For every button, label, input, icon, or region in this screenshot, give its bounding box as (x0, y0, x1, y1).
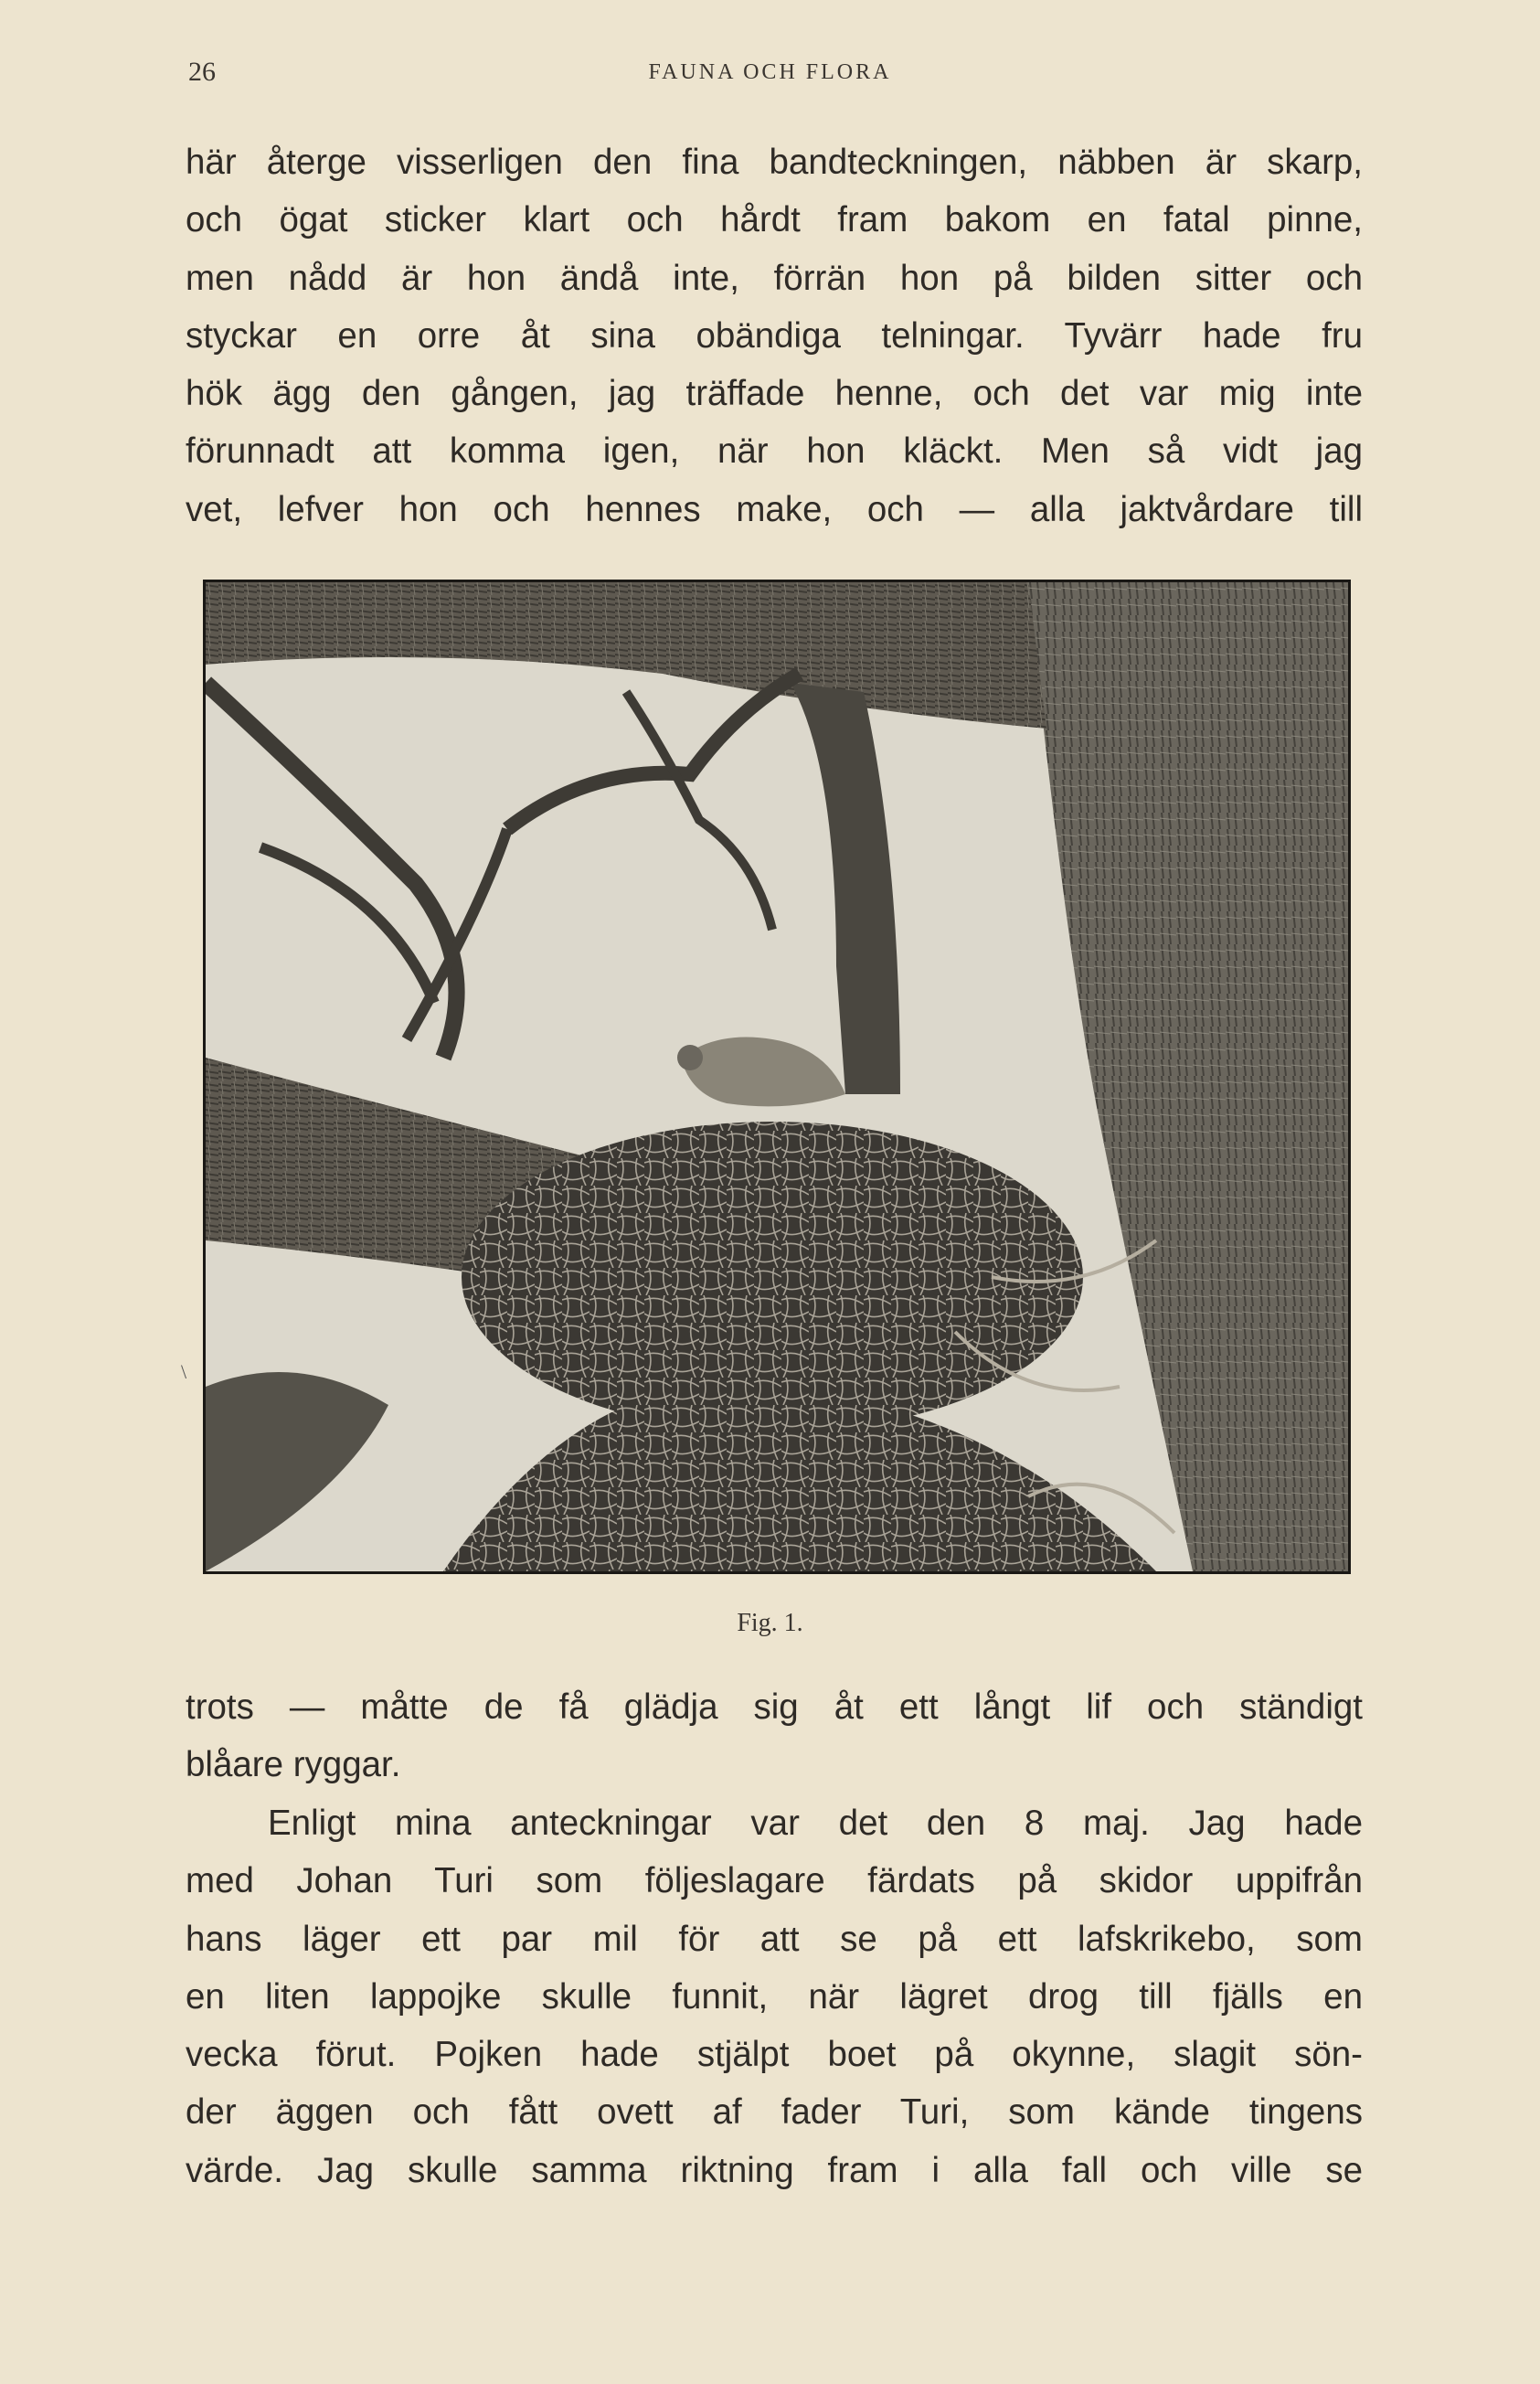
text-line: Enligt mina anteckningar var det den 8 maj. Jag hade (268, 1804, 1363, 1843)
text-line: värde. Jag skulle samma riktning fram i alla fall och ville se (186, 2150, 1363, 2190)
margin-mark: \ (181, 1360, 187, 1383)
bottom-paragraph-2 (186, 1794, 1363, 2199)
photo-illustration (206, 582, 1348, 1571)
text-line: vecka förut. Pojken hade stjälpt boet på okynne, slagit sön- (186, 2035, 1363, 2075)
top-paragraph (186, 133, 1363, 538)
text-line: hök ägg den gången, jag träffade henne, och det var mig inte (186, 374, 1363, 414)
bird-nest-photo (203, 580, 1351, 1574)
text-line: styckar en orre åt sina obändiga telningar. Tyvärr hade fru (186, 315, 1363, 356)
page-header (0, 57, 1540, 93)
text-line: vet, lefver hon och hennes make, och — alla jaktvårdare till (186, 489, 1363, 529)
bottom-paragraph-1 (186, 1678, 1363, 1794)
text-line: en liten lappojke skulle funnit, när lägret drog till fjälls en (186, 1976, 1363, 2017)
text-line: förunnadt att komma igen, när hon kläckt. Men så vidt jag (186, 431, 1363, 472)
text-line: hans läger ett par mil för att se på ett lafskrikebo, som (186, 1919, 1363, 1959)
text-line: blåare ryggar. (186, 1745, 401, 1785)
text-line: men nådd är hon ändå inte, förrän hon på bilden sitter och (186, 258, 1363, 298)
running-title: FAUNA OCH FLORA (648, 60, 892, 84)
text-line: och ögat sticker klart och hårdt fram bakom en fatal pinne, (186, 200, 1363, 240)
text-line: der äggen och fått ovett af fader Turi, som kände tingens (186, 2092, 1363, 2133)
text-line: trots — måtte de få glädja sig åt ett långt lif och ständigt (186, 1687, 1363, 1727)
page-number: 26 (188, 57, 216, 87)
text-line: med Johan Turi som följeslagare färdats på skidor uppifrån (186, 1861, 1363, 1901)
text-line: här återge visserligen den fina bandteckningen, näbben är skarp, (186, 143, 1363, 182)
figure-caption: Fig. 1. (737, 1609, 803, 1637)
